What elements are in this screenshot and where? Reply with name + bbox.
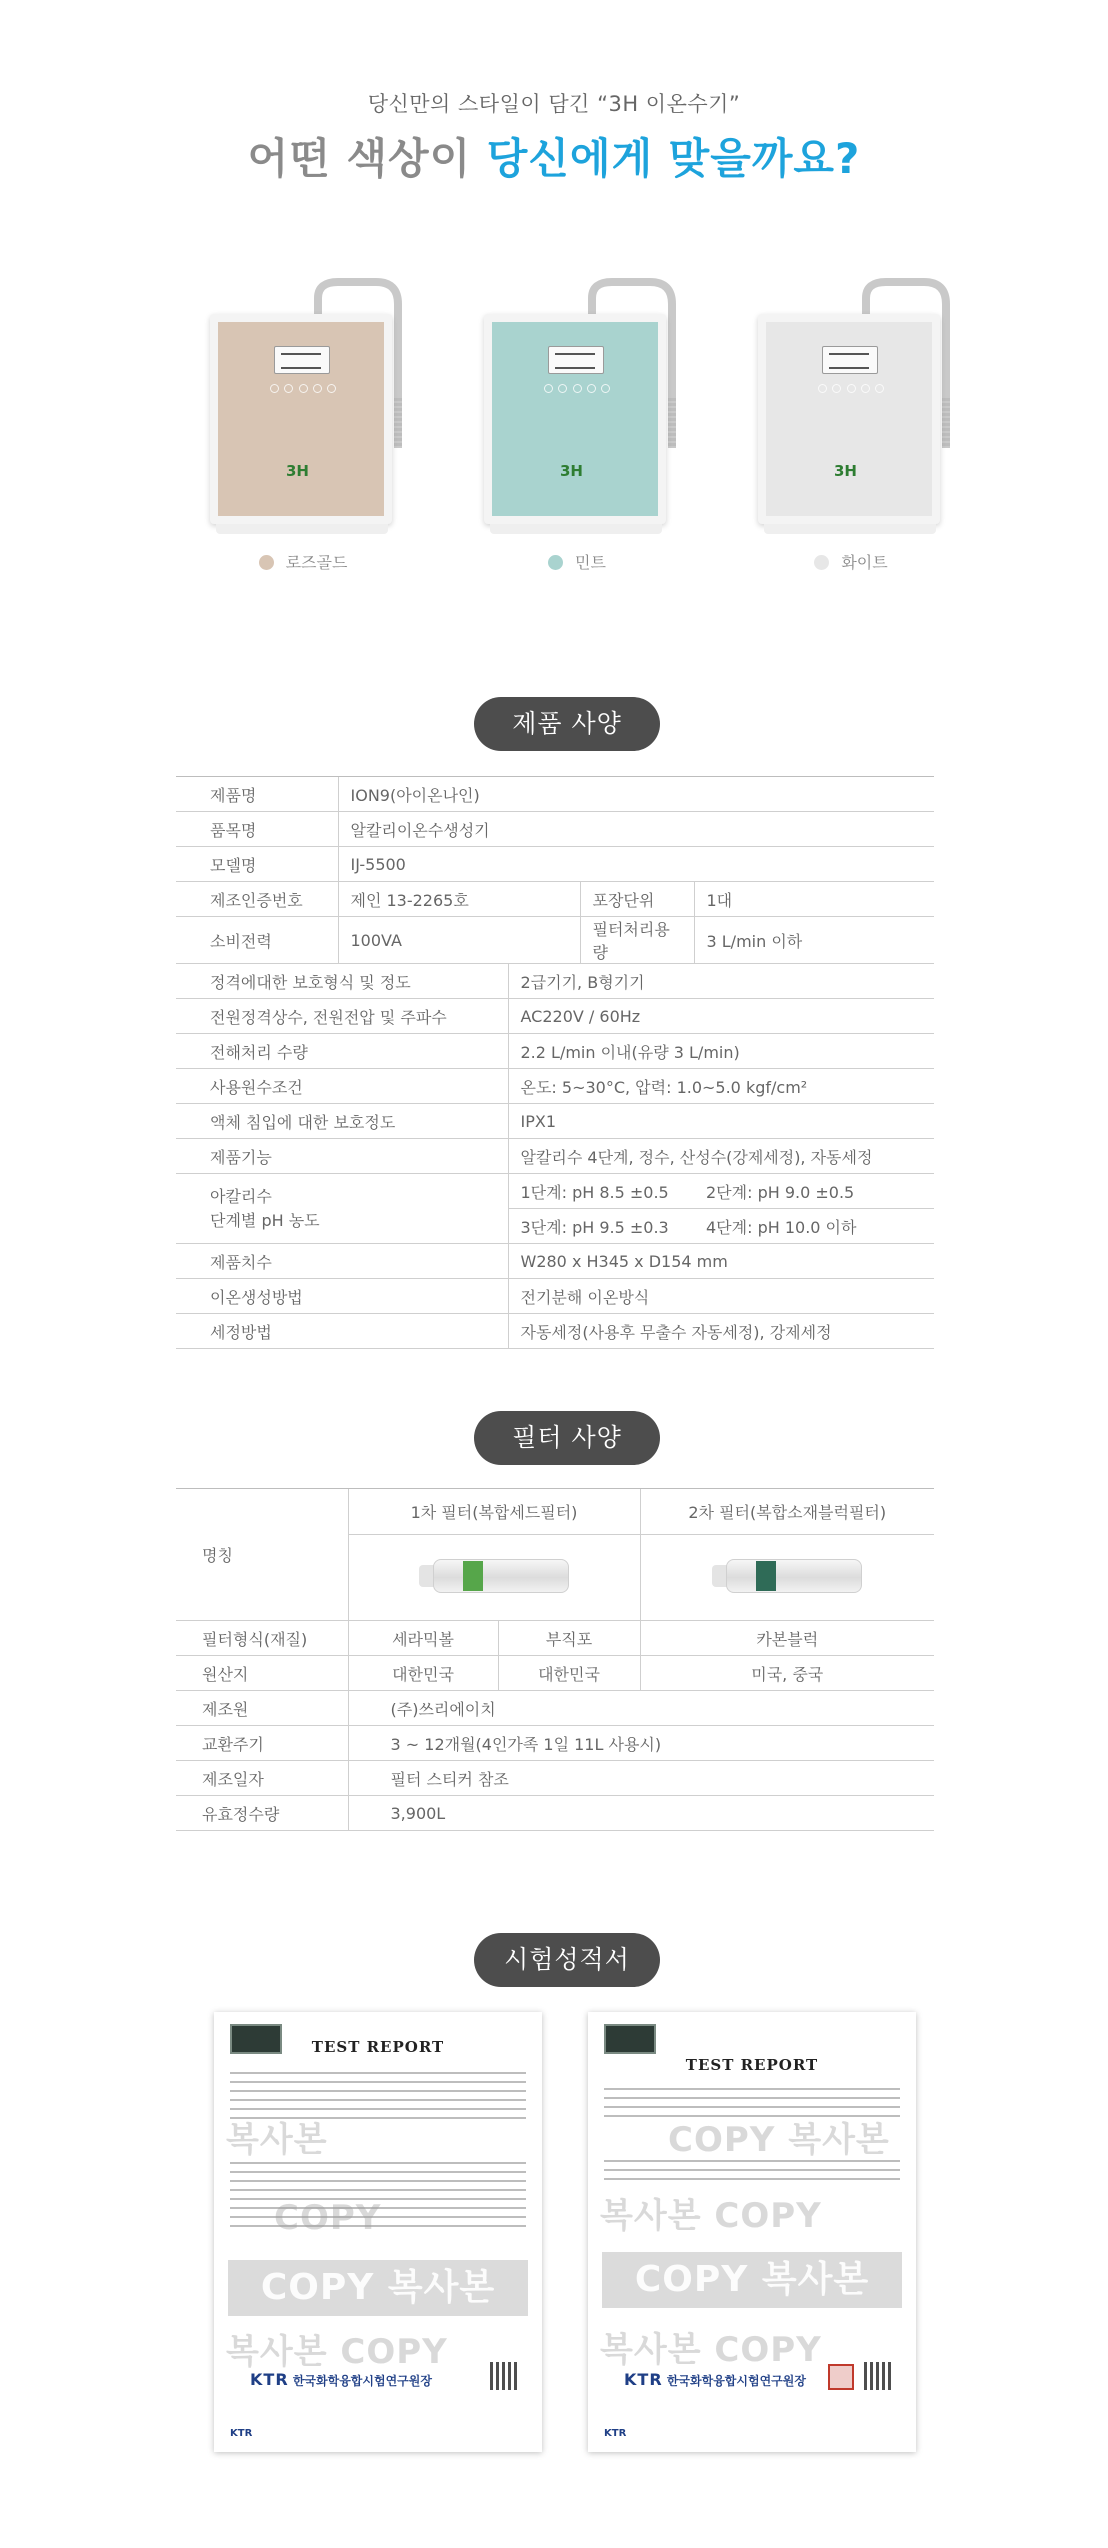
hero-title-main: 어떤 색상이 xyxy=(247,134,487,183)
filter2-image xyxy=(712,1557,862,1595)
table-row: 품목명 알칼리이온수생성기 xyxy=(176,812,934,847)
button-row xyxy=(818,384,884,394)
hero-subtitle: 당신만의 스타일이 담긴 “3H 이온수기” xyxy=(367,92,741,116)
hero-title xyxy=(0,126,1108,186)
table-row: 제조일자 필터 스티커 참조 xyxy=(176,1761,934,1796)
brand-logo: 3H xyxy=(834,462,857,480)
table-row: 사용원수조건 온도: 5~30°C, 압력: 1.0~5.0 kgf/cm² xyxy=(176,1069,934,1104)
swatch-dot xyxy=(548,555,563,570)
color-options xyxy=(198,278,958,578)
filter1-image xyxy=(419,1557,569,1595)
table-row: 제품명 ION9(아이온나인) xyxy=(176,777,934,812)
brand-logo: 3H xyxy=(286,462,309,480)
table-row: 제조인증번호 제인 13-2265호 포장단위 1대 xyxy=(176,882,934,917)
hero-title-accent: 당신에게 맞을까요? xyxy=(486,134,861,183)
product-base xyxy=(764,524,936,534)
qr-code-icon xyxy=(864,2362,892,2390)
ph-label-line1: 아칼리수 xyxy=(210,1186,272,1206)
filter-section-title: 필터 사양 xyxy=(474,1411,660,1465)
display-screen xyxy=(822,346,878,374)
report-badge-icon xyxy=(604,2024,656,2054)
filter-name-label: 명칭 xyxy=(176,1489,348,1621)
spec-table xyxy=(176,776,934,1349)
swatch-dot xyxy=(259,555,274,570)
filter-table xyxy=(176,1488,934,1831)
swatch-mint[interactable] xyxy=(472,550,682,573)
table-row: 액체 침입에 대한 보호정도 IPX1 xyxy=(176,1104,934,1139)
table-row: 필터형식(재질) 세라믹볼 부직포 카본블럭 xyxy=(176,1621,934,1656)
swatch-label: 화이트 xyxy=(841,553,888,572)
table-row xyxy=(176,1489,934,1535)
swatch-label: 민트 xyxy=(575,553,606,572)
product-body xyxy=(758,314,940,524)
report-org: KTR 한국화학융합시험연구원장 xyxy=(250,2370,432,2389)
table-row: 세정방법 자동세정(사용후 무출수 자동세정), 강제세정 xyxy=(176,1314,934,1349)
table-row: 유효정수량 3,900L xyxy=(176,1796,934,1831)
report-section-title: 시험성적서 xyxy=(474,1933,660,1987)
table-row: 3단계: pH 9.5 ±0.3 4단계: pH 10.0 이하 xyxy=(176,1209,934,1244)
button-row xyxy=(544,384,610,394)
product-body xyxy=(210,314,392,524)
filter2-title: 2차 필터(복합소재블럭필터) xyxy=(640,1489,934,1535)
table-row: 제조원 (주)쓰리에이치 xyxy=(176,1691,934,1726)
test-report-2[interactable]: TEST REPORT COPY 복사본 복사본 COPY COPY 복사본 복사본 COPY KTR 한국화학융합시험연구원장 KTR xyxy=(588,2012,916,2452)
spec-section-title: 제품 사양 xyxy=(474,697,660,751)
table-row: 원산지 대한민국 대한민국 미국, 중국 xyxy=(176,1656,934,1691)
table-row: 전원정격상수, 전원전압 및 주파수 AC220V / 60Hz xyxy=(176,999,934,1034)
product-body xyxy=(484,314,666,524)
product-rosegold[interactable] xyxy=(198,278,408,572)
brand-logo: 3H xyxy=(560,462,583,480)
product-white[interactable] xyxy=(746,278,956,572)
report-org: KTR 한국화학융합시험연구원장 xyxy=(624,2370,806,2389)
table-row: 정격에대한 보호형식 및 정도 2급기기, B형기기 xyxy=(176,964,934,999)
swatch-dot xyxy=(814,555,829,570)
qr-code-icon xyxy=(490,2362,518,2390)
table-row: 제품기능 알칼리수 4단계, 정수, 산성수(강제세정), 자동세정 xyxy=(176,1139,934,1174)
table-row: 이온생성방법 전기분해 이온방식 xyxy=(176,1279,934,1314)
button-row xyxy=(270,384,336,394)
table-row: 제품치수 W280 x H345 x D154 mm xyxy=(176,1244,934,1279)
swatch-label: 로즈골드 xyxy=(285,553,348,572)
ph-label-line2: 단계별 pH 농도 xyxy=(210,1210,320,1230)
table-row: 소비전력 100VA 필터처리용량 3 L/min 이하 xyxy=(176,917,934,964)
filter1-title: 1차 필터(복합세드필터) xyxy=(348,1489,640,1535)
table-row: 아칼리수 단계별 pH 농도 1단계: pH 8.5 ±0.5 2단계: pH 9.0 ±0.5 xyxy=(176,1174,934,1209)
table-row: 교환주기 3 ~ 12개월(4인가족 1일 11L 사용시) xyxy=(176,1726,934,1761)
seal-stamp-icon xyxy=(828,2364,854,2390)
table-row: 전해처리 수량 2.2 L/min 이내(유량 3 L/min) xyxy=(176,1034,934,1069)
product-base xyxy=(216,524,388,534)
display-screen xyxy=(548,346,604,374)
swatch-rosegold[interactable] xyxy=(198,550,408,573)
test-report-1[interactable]: TEST REPORT 복사본 COPY COPY 복사본 복사본 COPY KTR 한국화학융합시험연구원장 KTR xyxy=(214,2012,542,2452)
product-base xyxy=(490,524,662,534)
table-row: 모델명 IJ-5500 xyxy=(176,847,934,882)
display-screen xyxy=(274,346,330,374)
product-mint[interactable] xyxy=(472,278,682,572)
swatch-white[interactable] xyxy=(746,550,956,573)
